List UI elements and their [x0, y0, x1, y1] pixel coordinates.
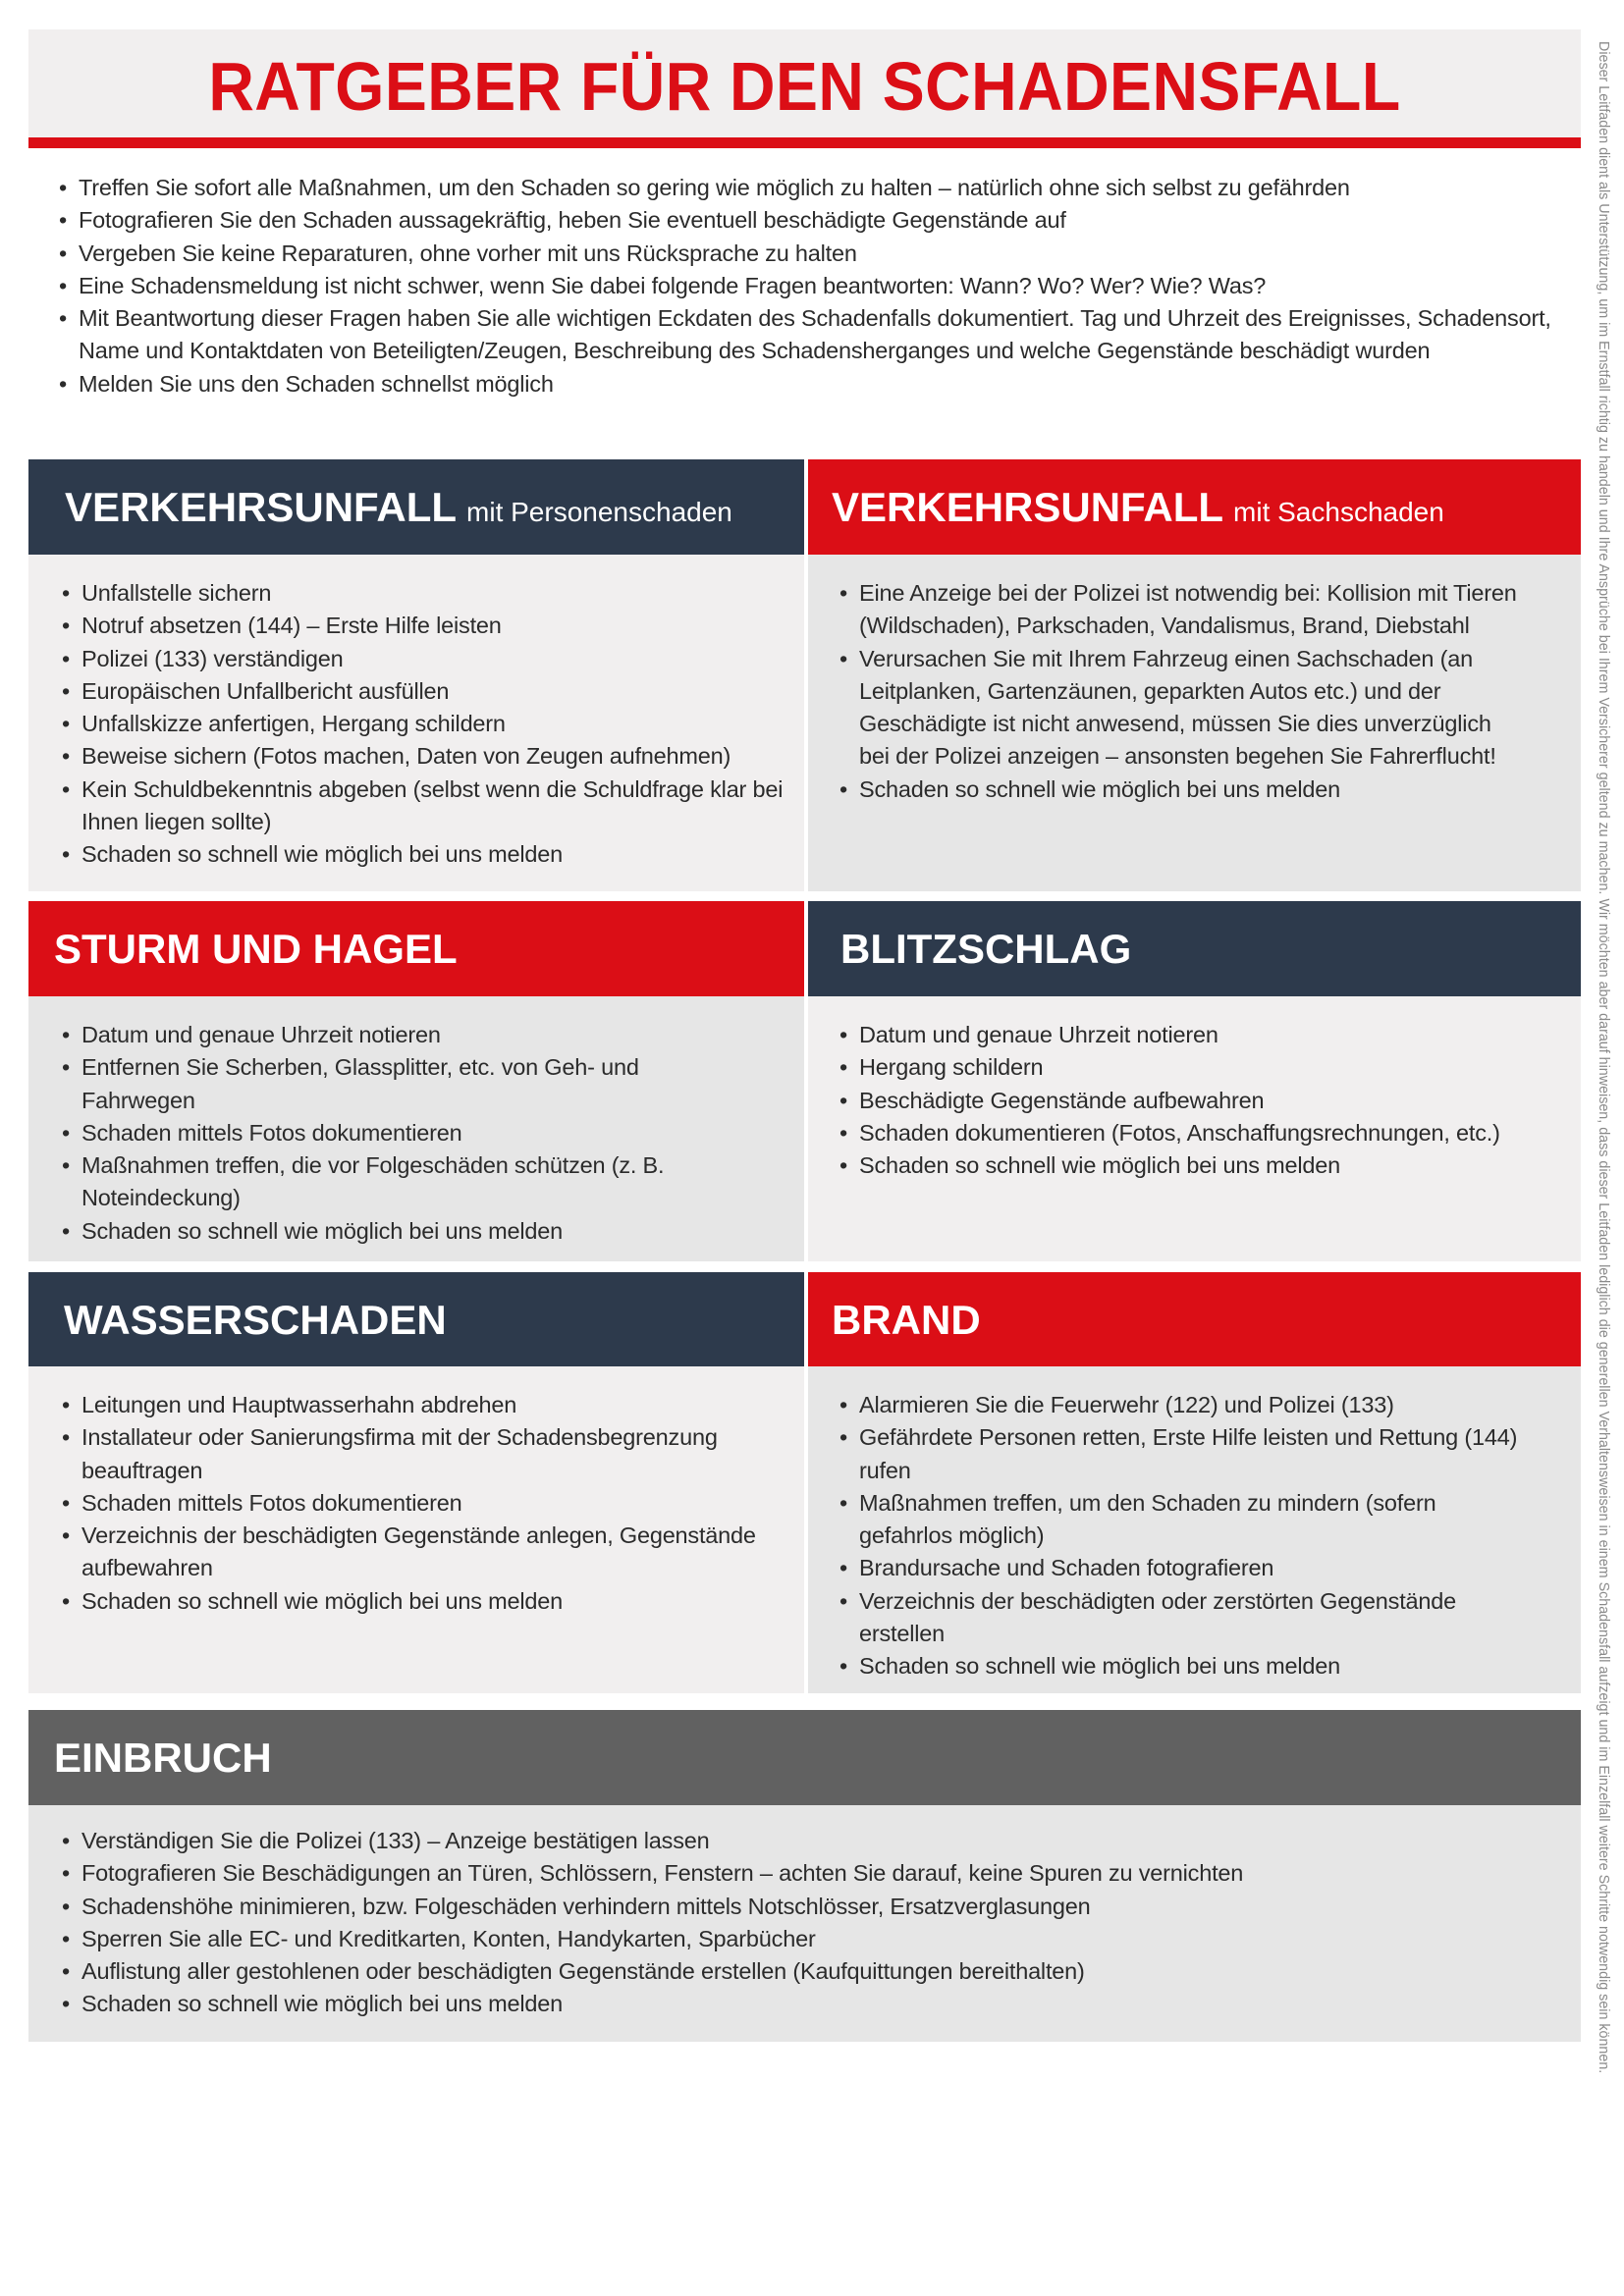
section-body-sachschaden	[808, 555, 1581, 891]
intro-section	[57, 172, 1569, 400]
list-item: • Schadenshöhe minimieren, bzw. Folgeschäden verhindern mittels Notschlösser, Ersatzverglasungen	[60, 1891, 1533, 1923]
section-body-wasser	[28, 1366, 804, 1693]
section-list	[60, 1389, 786, 1618]
section-subtitle: mit Personenschaden	[466, 497, 732, 527]
list-item: • Unfallskizze anfertigen, Hergang schildern	[60, 708, 806, 740]
section-body-personenschaden	[28, 555, 804, 891]
list-item: • Vergeben Sie keine Reparaturen, ohne vorher mit uns Rücksprache zu halten	[57, 238, 1569, 270]
list-item: • Schaden so schnell wie möglich bei uns melden	[60, 1988, 1533, 2020]
list-item: • Schaden so schnell wie möglich bei uns melden	[838, 774, 1525, 806]
list-item: • Maßnahmen treffen, um den Schaden zu mindern (sofern gefahrlos möglich)	[838, 1487, 1525, 1553]
section-header-wasser	[28, 1272, 804, 1367]
list-item: • Unfallstelle sichern	[60, 577, 806, 610]
list-item: • Mit Beantwortung dieser Fragen haben Sie alle wichtigen Eckdaten des Schadenfalls dokumentiert. Tag und Uhrzeit des Ereignisses, Schadensort, Name und Kontaktdaten von Beteiligten/Zeugen, Beschreibung des Schadensherganges und welche Gegenstände beschädigt wurden	[57, 302, 1569, 368]
section-subtitle: mit Sachschaden	[1233, 497, 1444, 527]
title-rule	[28, 137, 1581, 148]
page-title: RATGEBER FÜR DEN SCHADENSFALL	[208, 48, 1401, 125]
list-item: • Sperren Sie alle EC- und Kreditkarten, Konten, Handykarten, Sparbücher	[60, 1923, 1533, 1955]
list-item: • Datum und genaue Uhrzeit notieren	[838, 1019, 1574, 1051]
list-item: • Beschädigte Gegenstände aufbewahren	[838, 1085, 1574, 1117]
list-item: • Eine Anzeige bei der Polizei ist notwendig bei: Kollision mit Tieren (Wildschaden), Parkschaden, Vandalismus, Brand, Diebstahl	[838, 577, 1525, 643]
side-disclaimer: Dieser Leitfaden dient als Unterstützung, um im Ernstfall richtig zu handeln und Ihre Ansprüche bei Ihrem Versicherer geltend zu machen. Wir möchten aber darauf hinweisen, dass dieser Leitfaden lediglich die generellen Verhaltensweisen in einem Schadensfall aufzeigt und im Einzelfall weitere Schritte notwendig sein können.	[1596, 41, 1611, 2074]
list-item: • Kein Schuldbekenntnis abgeben (selbst wenn die Schuldfrage klar bei Ihnen liegen sollte)	[60, 774, 806, 839]
list-item: • Maßnahmen treffen, die vor Folgeschäden schützen (z. B. Noteindeckung)	[60, 1149, 688, 1215]
list-item: • Brandursache und Schaden fotografieren	[838, 1552, 1525, 1584]
section-header-blitz	[808, 901, 1581, 996]
list-item: • Europäischen Unfallbericht ausfüllen	[60, 675, 806, 708]
section-title: VERKEHRSUNFALL	[65, 484, 458, 530]
section-list	[60, 1019, 688, 1248]
list-item: • Schaden so schnell wie möglich bei uns melden	[838, 1149, 1574, 1182]
section-header-sachschaden	[808, 459, 1581, 555]
list-item: • Schaden mittels Fotos dokumentieren	[60, 1487, 786, 1520]
list-item: • Fotografieren Sie den Schaden aussagekräftig, heben Sie eventuell beschädigte Gegenstände auf	[57, 204, 1569, 237]
section-title: BLITZSCHLAG	[840, 926, 1132, 972]
list-item: • Verzeichnis der beschädigten Gegenstände anlegen, Gegenstände aufbewahren	[60, 1520, 786, 1585]
section-header-einbruch	[28, 1710, 1581, 1805]
list-item: • Schaden so schnell wie möglich bei uns melden	[838, 1650, 1525, 1682]
page-header	[28, 29, 1581, 137]
list-item: • Verständigen Sie die Polizei (133) – Anzeige bestätigen lassen	[60, 1825, 1533, 1857]
list-item: • Melden Sie uns den Schaden schnellst möglich	[57, 368, 1569, 400]
section-list	[838, 1019, 1574, 1182]
list-item: • Schaden so schnell wie möglich bei uns melden	[60, 838, 806, 871]
list-item: • Gefährdete Personen retten, Erste Hilfe leisten und Rettung (144) rufen	[838, 1421, 1525, 1487]
list-item: • Hergang schildern	[838, 1051, 1574, 1084]
section-title: VERKEHRSUNFALL	[832, 484, 1224, 530]
section-title: EINBRUCH	[54, 1735, 272, 1781]
list-item: • Entfernen Sie Scherben, Glassplitter, etc. von Geh- und Fahrwegen	[60, 1051, 688, 1117]
list-item: • Polizei (133) verständigen	[60, 643, 806, 675]
list-item: • Alarmieren Sie die Feuerwehr (122) und Polizei (133)	[838, 1389, 1525, 1421]
section-body-einbruch	[28, 1805, 1581, 2042]
list-item: • Schaden so schnell wie möglich bei uns melden	[60, 1585, 786, 1618]
list-item: • Beweise sichern (Fotos machen, Daten von Zeugen aufnehmen)	[60, 740, 806, 773]
section-body-blitz	[808, 996, 1581, 1261]
list-item: • Installateur oder Sanierungsfirma mit der Schadensbegrenzung beauftragen	[60, 1421, 786, 1487]
list-item: • Notruf absetzen (144) – Erste Hilfe leisten	[60, 610, 806, 642]
section-header-sturm	[28, 901, 804, 996]
list-item: • Verzeichnis der beschädigten oder zerstörten Gegenstände erstellen	[838, 1585, 1525, 1651]
list-item: • Fotografieren Sie Beschädigungen an Türen, Schlössern, Fenstern – achten Sie darauf, keine Spuren zu vernichten	[60, 1857, 1533, 1890]
section-body-sturm	[28, 996, 804, 1261]
section-list	[60, 577, 806, 872]
section-title: STURM UND HAGEL	[54, 926, 458, 972]
list-item: • Schaden dokumentieren (Fotos, Anschaffungsrechnungen, etc.)	[838, 1117, 1574, 1149]
section-list	[838, 577, 1525, 806]
section-title: WASSERSCHADEN	[64, 1297, 447, 1343]
section-list	[60, 1825, 1533, 2021]
list-item: • Leitungen und Hauptwasserhahn abdrehen	[60, 1389, 786, 1421]
section-header-brand	[808, 1272, 1581, 1367]
section-title: BRAND	[832, 1297, 981, 1343]
section-list	[838, 1389, 1525, 1683]
intro-list	[57, 172, 1569, 400]
section-body-brand	[808, 1366, 1581, 1693]
list-item: • Eine Schadensmeldung ist nicht schwer, wenn Sie dabei folgende Fragen beantworten: Wann? Wo? Wer? Wie? Was?	[57, 270, 1569, 302]
list-item: • Verursachen Sie mit Ihrem Fahrzeug einen Sachschaden (an Leitplanken, Gartenzäunen, geparkten Autos etc.) und der Geschädigte ist nicht anwesend, müssen Sie dies unverzüglich bei der Polizei anzeigen – ansonsten begehen Sie Fahrerflucht!	[838, 643, 1525, 774]
section-header-personenschaden	[28, 459, 804, 555]
list-item: • Auflistung aller gestohlenen oder beschädigten Gegenstände erstellen (Kaufquittungen bereithalten)	[60, 1955, 1533, 1988]
list-item: • Treffen Sie sofort alle Maßnahmen, um den Schaden so gering wie möglich zu halten – natürlich ohne sich selbst zu gefährden	[57, 172, 1569, 204]
list-item: • Datum und genaue Uhrzeit notieren	[60, 1019, 688, 1051]
list-item: • Schaden so schnell wie möglich bei uns melden	[60, 1215, 688, 1248]
list-item: • Schaden mittels Fotos dokumentieren	[60, 1117, 688, 1149]
